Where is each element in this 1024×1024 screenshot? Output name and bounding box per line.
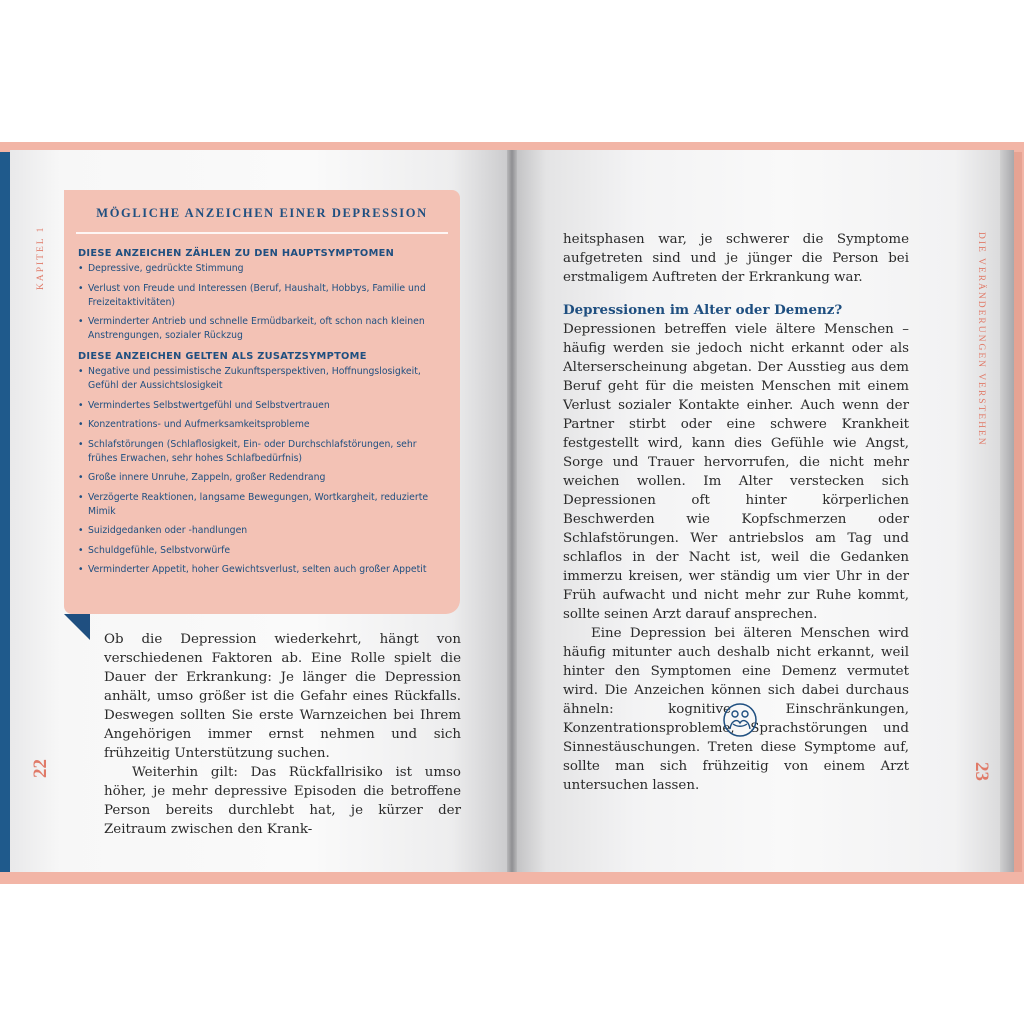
left-body-text [104,630,461,839]
list-item: • Verlust von Freude und Interessen (Beruf, Haushalt, Hobbys, Familie und Freizeitaktivitäten) [78,282,438,310]
page-number-right: 23 [971,762,992,781]
box-divider [76,232,448,234]
page-number-left: 22 [30,759,51,778]
hugging-figures-icon [722,702,758,738]
main-symptoms-heading: DIESE ANZEICHEN ZÄHLEN ZU DEN HAUPTSYMPTOMEN [78,248,395,259]
book-cover-edge [1014,152,1022,872]
extra-symptoms-heading: DIESE ANZEICHEN GELTEN ALS ZUSATZSYMPTOME [78,351,367,362]
continuation-paragraph [563,230,909,287]
list-item: • Negative und pessimistische Zukunftsperspektiven, Hoffnungslosigkeit, Gefühl der Aussichtslosigkeit [78,365,438,393]
list-item: • Schuldgefühle, Selbstvorwürfe [78,544,438,558]
page-stack-edge [1000,150,1014,872]
box-corner-tab [64,614,90,640]
paragraph: Weiterhin gilt: Das Rückfallrisiko ist umso höher, je mehr depressive Episoden die betroffene Person bereits durchlebt hat, je kürzer der Zeitraum zwischen den Krank- [104,765,461,837]
book-spine [0,152,10,872]
list-item: • Große innere Unruhe, Zappeln, großer Redendrang [78,471,438,485]
box-content [78,248,438,583]
box-title: MÖGLICHE ANZEICHEN EINER DEPRESSION [96,206,428,220]
list-item: • Depressive, gedrückte Stimmung [78,262,438,276]
running-head-right: DIE VERÄNDERUNGEN VERSTEHEN [976,232,986,447]
paragraph: Depressionen betreffen viele ältere Menschen – häufig werden sie jedoch nicht erkannt oder als Alterserscheinung abgetan. Der Ausstieg aus dem Beruf geht für die meisten Menschen mit einem Verlust sozialer Kontakte einher. Auch wenn der Partner stirbt oder eine schwere Krankheit festgestellt wird, kann dies Gefühle wie Angst, Sorge und Trauer hervorrufen, die nicht mehr weichen wollen. Im Alter verstecken sich Depressionen oft hinter körperlichen Beschwerden wie Kopfschmerzen oder Schlafstörungen. Wer antriebslos am Tag und schlaflos in der Nacht ist, weil die Gedanken immerzu kreisen, wer ständig um vier Uhr in der Früh aufwacht und nicht mehr zur Ruhe kommt, sollte seinen Arzt darauf ansprechen. [563,322,909,622]
list-item: • Verminderter Appetit, hoher Gewichtsverlust, selten auch großer Appetit [78,563,438,577]
list-item: • Konzentrations- und Aufmerksamkeitsprobleme [78,418,438,432]
running-head-left: KAPITEL 1 [36,225,46,290]
main-symptoms-list [78,262,438,343]
symptoms-info-box [64,190,460,614]
list-item: • Suizidgedanken oder -handlungen [78,524,438,538]
extra-symptoms-list [78,365,438,577]
paragraph: Ob die Depression wiederkehrt, hängt von verschiedenen Faktoren ab. Eine Rolle spielt die Dauer der Erkrankung: Je länger die Depression anhält, umso größer ist die Gefahr eines Rückfalls. Deswegen sollten Sie erste Warnzeichen bei Ihrem Angehörigen immer ernst nehmen und sich frühzeitig Unterstützung suchen. [104,632,461,761]
list-item: • Verminderter Antrieb und schnelle Ermüdbarkeit, oft schon nach kleinen Anstrengungen, sozialer Rückzug [78,315,438,343]
list-item: • Vermindertes Selbstwertgefühl und Selbstvertrauen [78,399,438,413]
paragraph: heitsphasen war, je schwerer die Symptome aufgetreten sind und je jünger die Person bei erstmaligem Auftreten der Erkrankung war. [563,232,909,285]
section-subheading: Depressionen im Alter oder Demenz? [563,302,843,318]
list-item: • Schlafstörungen (Schlaflosigkeit, Ein- oder Durchschlafstörungen, sehr frühes Erwachen, sehr hohes Schlafbedürfnis) [78,438,438,466]
paragraph: Eine Depression bei älteren Menschen wird häufig mitunter auch deshalb nicht erkannt, weil hinter den Symptomen eine Demenz vermutet wird. Die Anzeichen können sich dabei durchaus ähneln: kognitive Einschränkungen, Konzentrationsprobleme, Sprachstörungen und Sinnestäuschungen. Treten diese Symptome auf, sollte man sich frühzeitig von einem Arzt untersuchen lassen. [563,626,909,793]
list-item: • Verzögerte Reaktionen, langsame Bewegungen, Wortkargheit, reduzierte Mimik [78,491,438,519]
book-gutter [507,150,517,872]
